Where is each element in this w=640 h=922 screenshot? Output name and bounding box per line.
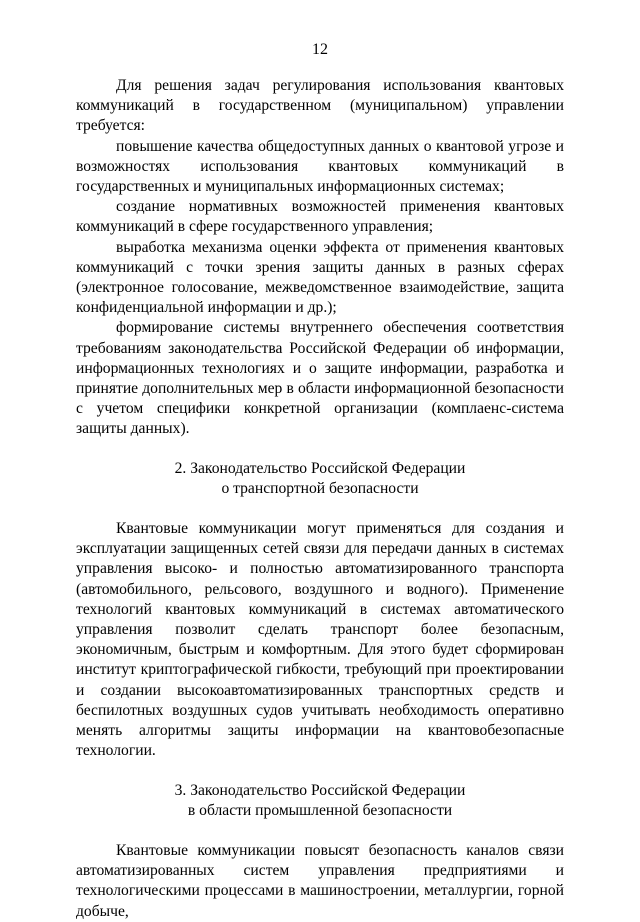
- section-2-paragraph: Квантовые коммуникации могут применяться для создания и эксплуатации защищенных сетей связи для передачи данных в системах управления высоко- и полностью автоматизированного транспорта (автомобильного, рельсового, воздушного и водного). Применение технологий квантовых коммуникаций в системах автоматического управления позволит сделать транспорт более безопасным, экономичным, быстрым и комфортным. Для этого будет сформирован институт криптографической гибкости, требующий при проектировании и создании высокоавтоматизированных транспортных средств и беспилотных воздушных судов учитывать необходимость оперативно менять алгоритмы защиты информации на квантовобезопасные технологии.: [76, 520, 564, 760]
- section-2-heading-line1: 2. Законодательство Российской Федерации: [174, 459, 466, 477]
- list-item-quantum-threat-data: повышение качества общедоступных данных о квантовой угрозе и возможностях использования квантовых коммуникаций в государственных и муниципальных информационных системах;: [76, 137, 564, 196]
- spacer: [76, 821, 564, 841]
- spacer: [76, 440, 564, 459]
- spacer: [76, 762, 564, 781]
- list-item-compliance-system: формирование системы внутреннего обеспечения соответствия требованиям законодательства Российской Федерации об информации, информационных технологиях и о защите информации, разработка и принятие дополнительных мер в области информационной безопасности с учетом специфики конкретной организации (комплаенс-система защиты данных).: [76, 319, 564, 438]
- section-3-heading-line2: в области промышленной безопасности: [187, 801, 453, 819]
- section-2-heading-line2: о транспортной безопасности: [221, 479, 419, 497]
- intro-paragraph: Для решения задач регулирования использования квантовых коммуникаций в государственном (муниципальном) управлении требуется:: [76, 77, 564, 135]
- page-number: 12: [312, 41, 328, 58]
- section-3-paragraph: Квантовые коммуникации повысят безопасность каналов связи автоматизированных систем управления предприятиями и технологическими процессами в машиностроении, металлургии, горной добыче,: [76, 841, 564, 920]
- spacer: [76, 499, 564, 519]
- list-item-regulatory-capabilities: создание нормативных возможностей применения квантовых коммуникаций в сфере государственного управления;: [76, 198, 564, 236]
- section-3-heading-line1: 3. Законодательство Российской Федерации: [174, 781, 466, 799]
- list-item-effect-assessment: выработка механизма оценки эффекта от применения квантовых коммуникаций с точки зрения защиты данных в разных сферах (электронное голосование, межведомственное взаимодействие, защита конфиденциальной информации и др.);: [76, 238, 564, 317]
- document-body: [76, 76, 564, 922]
